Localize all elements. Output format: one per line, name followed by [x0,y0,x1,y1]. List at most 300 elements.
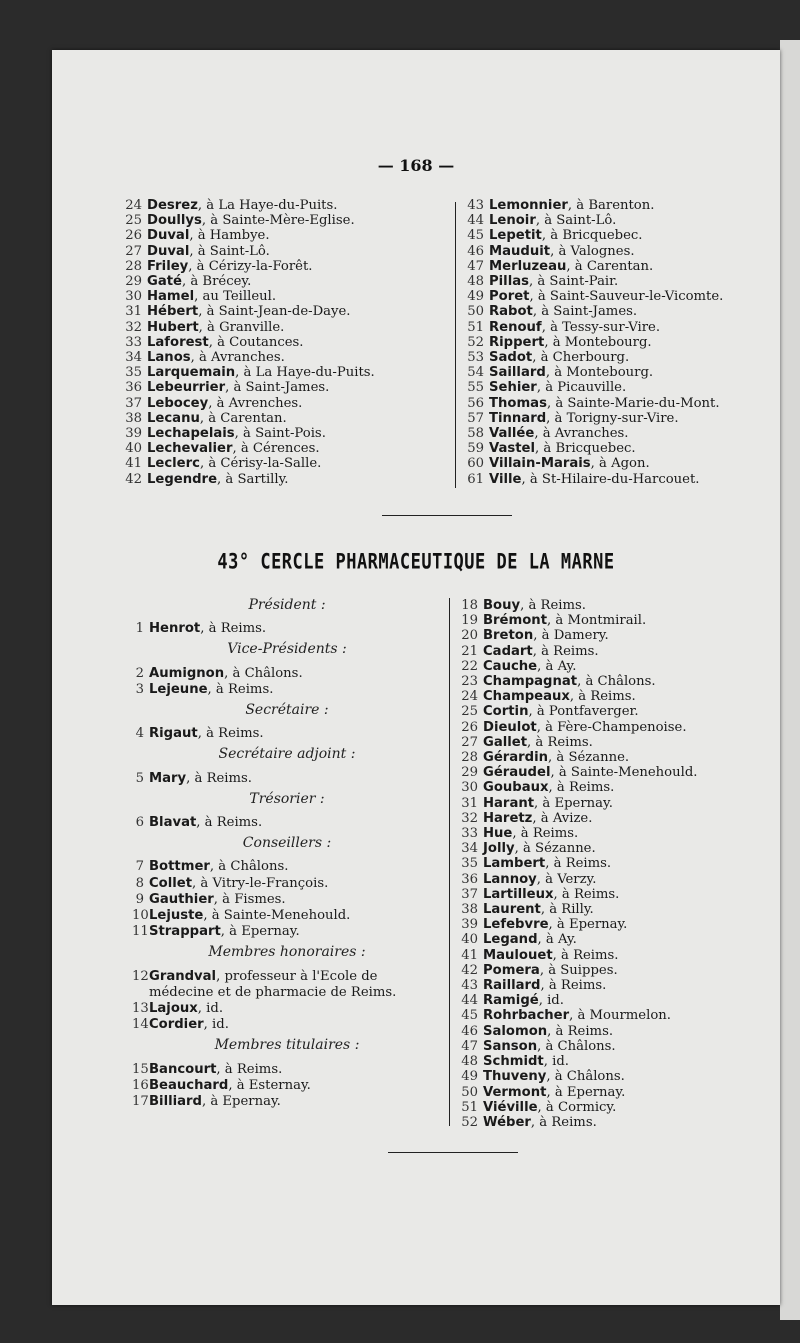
member-location: , à Suippes. [539,962,618,978]
member-entry [456,720,697,735]
member-name: Grandval [149,968,217,984]
member-entry [132,908,442,923]
member-entry [132,771,442,786]
member-name: Cordier [149,1017,204,1033]
entry-number: 30 [125,289,142,305]
member-entry [462,365,723,380]
member-name: Lanos [147,350,191,366]
entry-number: 8 [135,875,144,891]
member-location: , à Ay. [537,932,577,948]
member-entry [462,335,723,350]
member-location: , à Sainte-Marie-du-Mont. [546,395,720,411]
entry-number: 25 [461,704,478,720]
member-name: Gallet [483,734,528,750]
member-entry [456,750,697,765]
member-entry [456,659,697,674]
member-name: Sadot [489,350,533,366]
member-name: Tinnard [489,410,547,426]
member-name: Hébert [147,304,199,320]
member-name: Harant [483,795,535,811]
member-location: , à Cérisy-la-Salle. [199,456,322,472]
entry-number: 7 [135,859,144,875]
member-name: Raillard [483,978,541,994]
entry-number: 27 [461,734,478,750]
role-heading: Conseillers : [242,835,332,852]
member-location: , professeur à l'Ecole de [216,968,378,984]
member-location: , à Châlons. [209,859,289,875]
member-name: Schmidt [483,1054,544,1070]
entry-number: 22 [461,658,478,674]
entry-number: 18 [461,598,478,613]
member-entry [456,1024,697,1039]
entry-number: 33 [125,334,142,350]
member-location: , à Montebourg. [545,365,654,381]
member-name: Poret [489,289,530,305]
entry-number: 42 [461,962,478,978]
entry-number: 44 [467,213,484,229]
member-name: Gaté [147,274,182,290]
member-location: , à Sézanne. [514,841,596,857]
member-location: , au Teilleul. [194,289,277,305]
member-entry [120,426,375,441]
member-location: , à Mourmelon. [569,1008,671,1024]
member-entry [132,1001,442,1016]
entry-number: 27 [125,243,142,259]
member-name: Laurent [483,902,541,918]
member-entry [456,948,697,963]
section-separator-top [382,515,512,516]
member-entry [462,456,723,471]
section-title: 43° CERCLE PHARMACEUTIQUE DE LA MARNE [217,549,615,575]
member-name: Lefebvre [483,917,549,933]
member-entry [462,396,723,411]
member-name: Vallée [489,426,535,442]
member-location: , à Reims. [553,886,620,902]
entry-number: 46 [467,243,484,259]
member-location: , à Reims. [527,734,593,750]
member-location: , à Châlons. [577,674,656,690]
member-entry [132,1094,442,1109]
member-location: , id. [197,1001,224,1017]
member-location: , à Fismes. [213,891,286,907]
member-entry [462,411,723,426]
member-entry [132,621,442,636]
member-entry [120,244,375,259]
member-name: Ramigé [483,993,539,1009]
member-name: Mary [149,770,187,786]
entry-number: 57 [467,410,484,426]
member-entry [456,613,697,628]
entry-number: 39 [125,426,142,442]
member-location: , à Granville. [198,319,285,335]
member-name: Thuveny [483,1069,547,1085]
marne-officers-list [132,592,442,1110]
member-location: , à Saint-James. [225,380,330,396]
member-entry [456,826,697,841]
member-name: Sanson [483,1038,538,1054]
member-location: , à Epernay. [548,917,628,933]
member-location: , à Montebourg. [544,334,652,350]
entry-number: 40 [461,932,478,948]
entry-number: 35 [461,856,478,872]
member-location: , à Verzy. [536,871,597,887]
member-entry [120,396,375,411]
member-name: Mauduit [489,243,551,259]
member-entry [456,993,697,1008]
entry-number: 47 [467,258,484,274]
member-location: , à Châlons. [224,665,303,681]
member-entry [456,1069,697,1084]
member-name: Vermont [483,1084,547,1100]
member-location: , à Cormicy. [537,1099,617,1115]
member-name: Laforest [147,334,209,350]
member-name: Hamel [147,289,195,305]
member-name: Rigaut [149,726,198,742]
entry-number: 6 [135,815,144,831]
member-name: Viéville [483,1099,538,1115]
member-entry [462,380,723,395]
entry-number: 36 [461,871,478,887]
member-name: Hubert [147,319,199,335]
member-entry [462,274,723,289]
member-name: Lejeune [149,681,208,697]
member-entry [456,872,697,887]
member-location: , à Ay. [537,658,577,674]
entry-number: 48 [461,1054,478,1070]
entry-number: 42 [125,471,142,487]
member-location: , à Epernay. [546,1084,626,1100]
member-entry [462,426,723,441]
member-location: , à Carentan. [199,410,287,426]
role-heading: Membres titulaires : [214,1037,360,1054]
member-location: , à Barenton. [567,198,655,213]
member-location: , à Epernay. [220,924,300,940]
member-entry [456,1115,697,1130]
member-location: , à Rilly. [540,902,594,918]
member-entry [462,350,723,365]
member-entry [120,350,375,365]
member-entry [132,1062,442,1077]
role-heading: Secrétaire adjoint : [218,746,356,763]
entry-number: 19 [461,613,478,629]
column-divider-top [455,202,456,488]
member-location: , à Reims. [532,643,599,659]
member-entry [456,1008,697,1023]
member-entry [132,682,442,697]
member-location: , à Reims. [545,856,612,872]
entry-number: 24 [461,689,478,705]
member-entry [456,704,697,719]
entry-number: 61 [467,471,484,487]
member-name: Beauchard [149,1077,229,1093]
entry-number: 2 [135,665,144,681]
member-location: , à Reims. [186,770,252,786]
member-entry [456,902,697,917]
member-name: Lepetit [489,228,542,244]
entry-number: 31 [461,795,478,811]
entry-number: 54 [467,365,484,381]
member-name: Legand [483,932,538,948]
entry-number: 25 [125,213,142,229]
member-name: Lecanu [147,410,200,426]
member-entry [462,213,723,228]
entry-number: 33 [461,826,478,842]
entry-number: 41 [461,947,478,963]
entry-number: 32 [461,810,478,826]
member-name: Merluzeau [489,258,567,274]
member-location: , à Hambye. [189,228,270,244]
entry-number: 32 [125,319,142,335]
member-entry [120,198,375,213]
member-entry [456,932,697,947]
entry-number: 16 [132,1077,149,1093]
member-name: Géraudel [483,765,551,781]
entry-number: 9 [135,891,144,907]
member-name: Lambert [483,856,546,872]
member-location: , à Reims. [552,947,619,963]
member-location: , à Pontfaverger. [528,704,639,720]
member-entry [120,411,375,426]
entry-number: 43 [467,198,484,213]
member-location: , à Saint-James. [532,304,638,320]
member-entry [456,628,697,643]
member-name: Lemonnier [489,198,568,213]
member-name: Breton [483,628,534,644]
marne-members-list [456,598,697,1130]
member-name: Collet [149,875,193,891]
member-entry [120,304,375,319]
member-location: , à Vitry-le-François. [192,875,329,891]
member-location: , à Cherbourg. [532,350,630,366]
member-location: , à La Haye-du-Puits. [197,198,338,213]
member-name: Champeaux [483,689,570,705]
member-location: , à Reims. [207,681,274,697]
member-name: Doullys [147,213,202,229]
document-page [52,50,780,1305]
member-name: Leclerc [147,456,200,472]
member-location: , à Avrenches. [208,395,303,411]
member-name: Maulouet [483,947,553,963]
member-location: , à Reims. [196,815,263,831]
member-entry [120,335,375,350]
member-location: , à Châlons. [537,1038,616,1054]
member-entry [456,644,697,659]
member-name: Friley [147,258,189,274]
entry-number: 13 [132,1001,149,1017]
entry-number: 26 [461,719,478,735]
member-name: Lartilleux [483,886,554,902]
member-entry [462,320,723,335]
member-location: , à Montmirail. [547,613,647,629]
entry-number: 1 [135,621,144,637]
member-entry [132,969,442,984]
member-entry [120,472,375,487]
member-entry [120,213,375,228]
entry-number: 45 [461,1008,478,1024]
member-entry [462,472,723,487]
member-location: , à Saint-Pois. [234,426,326,442]
member-location: , à Saint-Lô. [535,213,617,229]
entry-number: 30 [461,780,478,796]
entry-number: 49 [467,289,484,305]
entry-number: 47 [461,1038,478,1054]
entry-number: 14 [132,1017,149,1033]
entry-number: 59 [467,441,484,457]
entry-number: 31 [125,304,142,320]
member-name: Bottmer [149,859,210,875]
member-entry [120,456,375,471]
entry-number: 60 [467,456,484,472]
member-entry [456,1039,697,1054]
entry-number: 49 [461,1069,478,1085]
role-heading: Trésorier : [249,790,325,807]
member-location: , à Avranches. [534,426,629,442]
entry-number: 28 [125,258,142,274]
member-location: , à Reims. [569,689,636,705]
member-name: Champagnat [483,674,578,690]
member-entry [132,815,442,830]
role-heading: Secrétaire : [245,702,329,719]
member-location: , à Sainte-Mère-Eglise. [201,213,355,229]
entry-number: 39 [461,917,478,933]
member-name: Henrot [149,621,201,637]
member-name: Duval [147,228,190,244]
member-location: , à Coutances. [208,334,304,350]
member-name: Cadart [483,643,533,659]
member-entry [120,259,375,274]
member-location: , à Bricquebec. [541,228,643,244]
member-name: Billiard [149,1094,202,1110]
entry-number: 12 [132,968,149,984]
member-name: Lechapelais [147,426,235,442]
member-name: Pomera [483,962,540,978]
member-entry [456,1085,697,1100]
member-name: Sehier [489,380,537,396]
member-entry [456,963,697,978]
member-location: , à Reims. [530,1114,597,1130]
member-location: , à Esternay. [228,1077,311,1093]
member-location: , à Sainte-Menehould. [550,765,698,781]
member-name: Desrez [147,198,198,213]
entry-number: 34 [125,350,142,366]
member-name: Legendre [147,471,218,487]
entry-number: 17 [132,1094,149,1110]
member-location: , à Sartilly. [217,471,289,487]
member-entry [462,198,723,213]
member-location: , à Torigny-sur-Vire. [546,410,679,426]
member-location: , à Damery. [533,628,609,644]
member-name: Dieulot [483,719,537,735]
member-location: , à Saint-Pair. [528,274,619,290]
entry-number: 24 [125,198,142,213]
member-entry [462,228,723,243]
entry-number: 35 [125,365,142,381]
member-location: , à Bricquebec. [535,441,636,457]
member-location: , à Epernay. [534,795,613,811]
member-location: , id. [543,1054,569,1070]
member-entry [456,674,697,689]
member-name: Aumignon [149,665,225,681]
entry-number: 48 [467,274,484,290]
member-location: , à Châlons. [546,1069,625,1085]
entry-number: 20 [461,628,478,644]
entry-number: 44 [461,993,478,1009]
entry-number: 46 [461,1023,478,1039]
member-entry [120,274,375,289]
member-name: Renouf [489,319,542,335]
entry-continuation: médecine et de pharmacie de Reims. [149,984,397,1000]
member-entry [120,289,375,304]
member-entry [462,289,723,304]
member-name: Jolly [483,841,515,857]
member-entry [456,1100,697,1115]
member-name: Haretz [483,810,533,826]
member-entry [132,924,442,939]
member-entry [456,796,697,811]
role-heading: Président : [248,597,326,613]
member-name: Rabot [489,304,533,320]
members-list-top-left [120,198,375,487]
member-location: , à Carentan. [566,258,654,274]
member-name: Rohrbacher [483,1008,570,1024]
member-name: Thomas [489,395,547,411]
member-name: Ville [489,471,522,487]
entry-number: 10 [132,908,149,924]
member-location: , à Tessy-sur-Vire. [541,319,661,335]
member-name: Saillard [489,365,546,381]
member-location: , id. [203,1017,229,1033]
entry-number: 38 [461,902,478,918]
member-location: , à St-Hilaire-du-Harcouet. [521,471,700,487]
member-name: Lejuste [149,908,204,924]
entry-number: 40 [125,441,142,457]
member-location: , à Reims. [547,1023,614,1039]
member-name: Vastel [489,441,536,457]
member-location: , à Fère-Champenoise. [536,719,687,735]
member-entry [132,1078,442,1093]
entry-number: 52 [461,1114,478,1130]
entry-number: 37 [461,886,478,902]
entry-number: 36 [125,380,142,396]
member-name: Bancourt [149,1061,217,1077]
member-location: , à Sézanne. [548,750,630,766]
member-location: , à Reims. [548,780,615,796]
role-heading: Vice-Présidents : [227,641,347,658]
member-location: , à Cérizy-la-Forêt. [188,258,313,274]
section-separator-bottom [388,1152,518,1153]
entry-number: 26 [125,228,142,244]
member-location: , à Reims. [216,1061,283,1077]
entry-number: 28 [461,750,478,766]
member-location: , à Epernay. [201,1094,281,1110]
entry-number: 51 [467,319,484,335]
member-name: Cortin [483,704,529,720]
member-name: Gérardin [483,750,549,766]
member-location: , à Reims. [197,726,264,742]
member-name: Larquemain [147,365,236,381]
entry-number: 29 [461,765,478,781]
member-name: Goubaux [483,780,549,796]
entry-number: 3 [135,681,144,697]
member-name: Villain-Marais [489,456,591,472]
entry-number: 38 [125,410,142,426]
page-number: — 168 — [377,156,455,175]
member-name: Lenoir [489,213,536,229]
member-entry [456,765,697,780]
member-name: Lebeurrier [147,380,226,396]
entry-number: 52 [467,334,484,350]
member-location: , à Brécey. [181,274,252,290]
